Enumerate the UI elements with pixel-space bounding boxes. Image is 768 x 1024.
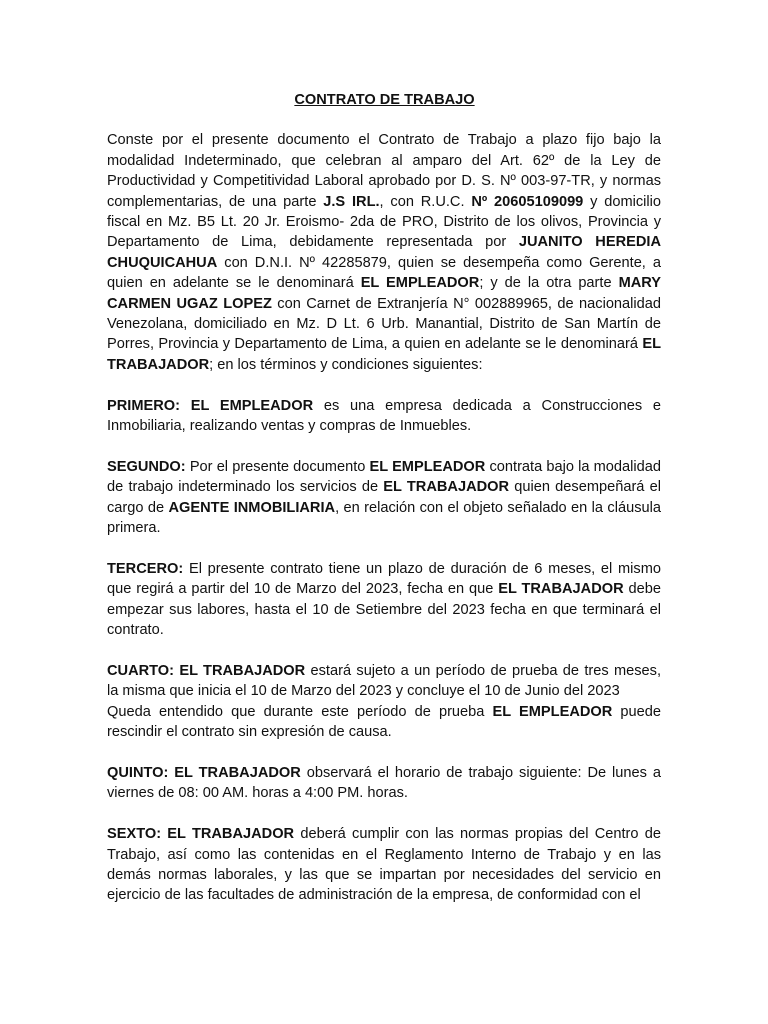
- employer-representative: JUANITO HEREDIA CHUQUICAHUA: [107, 234, 661, 271]
- clause-text: observará el horario de trabajo siguiente: De lunes a viernes de 08: 00 AM. horas a 4:00 PM. horas.: [107, 764, 661, 802]
- intro-text: ; en los términos y condiciones siguientes:: [209, 356, 483, 373]
- clause-text: , en relación con el objeto señalado en la cláusula primera.: [107, 499, 661, 537]
- clause-text: Queda entendido que durante este período de prueba: [107, 703, 493, 720]
- clause-primero: [107, 396, 661, 437]
- clause-heading: TERCERO:: [107, 560, 184, 577]
- intro-text: y domicilio fiscal en Mz. B5 Lt. 20 Jr. Eroismo- 2da de PRO, Distrito de los olivos, Provincia y Departamento de Lima, debidamente representada por: [107, 193, 661, 251]
- employer-company-name: J.S IRL.: [323, 193, 380, 210]
- employer-term: EL EMPLEADOR: [492, 703, 613, 720]
- clause-text: debe empezar sus labores, hasta el 10 de Setiembre del 2023 fecha en que terminará el contrato.: [107, 581, 661, 639]
- clause-text: deberá cumplir con las normas propias del Centro de Trabajo, así como las contenidas en el Reglamento Interno de Trabajo y en las demás normas laborales, y las que se impartan por necesidades del servicio en ejercicio de las facultades de administración de la empresa, de conformidad con el: [107, 826, 662, 904]
- clause-segundo: [107, 457, 661, 539]
- clause-cuarto: [107, 661, 661, 702]
- clause-text: es una empresa dedicada a Construcciones e Inmobiliaria, realizando ventas y compras de Inmuebles.: [107, 397, 661, 435]
- document-title: CONTRATO DE TRABAJO: [294, 92, 475, 108]
- document-body: [107, 90, 661, 926]
- intro-text: ; y de la otra parte: [479, 275, 619, 292]
- clause-text: El presente contrato tiene un plazo de duración de 6 meses, el mismo que regirá a partir del 10 de Marzo del 2023, fecha en que: [107, 560, 661, 598]
- clause-text: estará sujeto a un período de prueba de tres meses, la misma que inicia el 10 de Marzo del 2023 y concluye el 10 de Junio del 2023: [107, 662, 662, 700]
- clause-sexto: [107, 824, 661, 906]
- clause-cuarto-continued: [107, 702, 661, 743]
- worker-term: EL TRABAJADOR: [498, 581, 624, 598]
- clause-heading: QUINTO: EL TRABAJADOR: [107, 764, 301, 781]
- clause-heading: SEXTO: EL TRABAJADOR: [107, 826, 295, 843]
- intro-text: Conste por el presente documento el Contrato de Trabajo a plazo fijo bajo la modalidad Indeterminado, que celebran al amparo del Art. 62º de la Ley de Productividad y Competitividad Laboral aprobado por D. S. Nº 003-97-TR, y normas complementarias, de una parte: [107, 132, 661, 210]
- clause-text: puede rescindir el contrato sin expresión de causa.: [107, 703, 662, 741]
- intro-paragraph: [107, 130, 661, 375]
- employer-term: EL EMPLEADOR: [360, 275, 480, 292]
- clause-text: contrata bajo la modalidad de trabajo indeterminado los servicios de: [107, 458, 661, 496]
- intro-text: , con R.U.C.: [379, 193, 472, 210]
- clause-heading: PRIMERO: EL EMPLEADOR: [107, 397, 314, 414]
- employer-ruc: Nº 20605109099: [471, 193, 584, 210]
- clause-tercero: [107, 559, 661, 641]
- clause-text: quien desempeñará el cargo de: [107, 479, 661, 516]
- worker-term: EL TRABAJADOR: [383, 479, 510, 496]
- clause-heading: CUARTO: EL TRABAJADOR: [107, 662, 306, 679]
- intro-text: con Carnet de Extranjería N° 002889965, de nacionalidad Venezolana, domiciliado en Mz. D Lt. 6 Urb. Manantial, Distrito de San Martín de Porres, Provincia y Departamento de Lima, a quien en adelante se le denominará: [107, 295, 661, 353]
- worker-term: EL TRABAJADOR: [107, 336, 661, 373]
- employer-term: EL EMPLEADOR: [369, 458, 486, 475]
- job-position: AGENTE INMOBILIARIA: [168, 499, 336, 516]
- intro-text: con D.N.I. Nº 42285879, quien se desempeña como Gerente, a quien en adelante se le denominará: [107, 254, 661, 292]
- clause-text: Por el presente documento: [185, 458, 370, 475]
- clause-quinto: [107, 763, 661, 804]
- clause-heading: SEGUNDO:: [107, 458, 186, 475]
- worker-name: MARY CARMEN UGAZ LOPEZ: [107, 275, 662, 312]
